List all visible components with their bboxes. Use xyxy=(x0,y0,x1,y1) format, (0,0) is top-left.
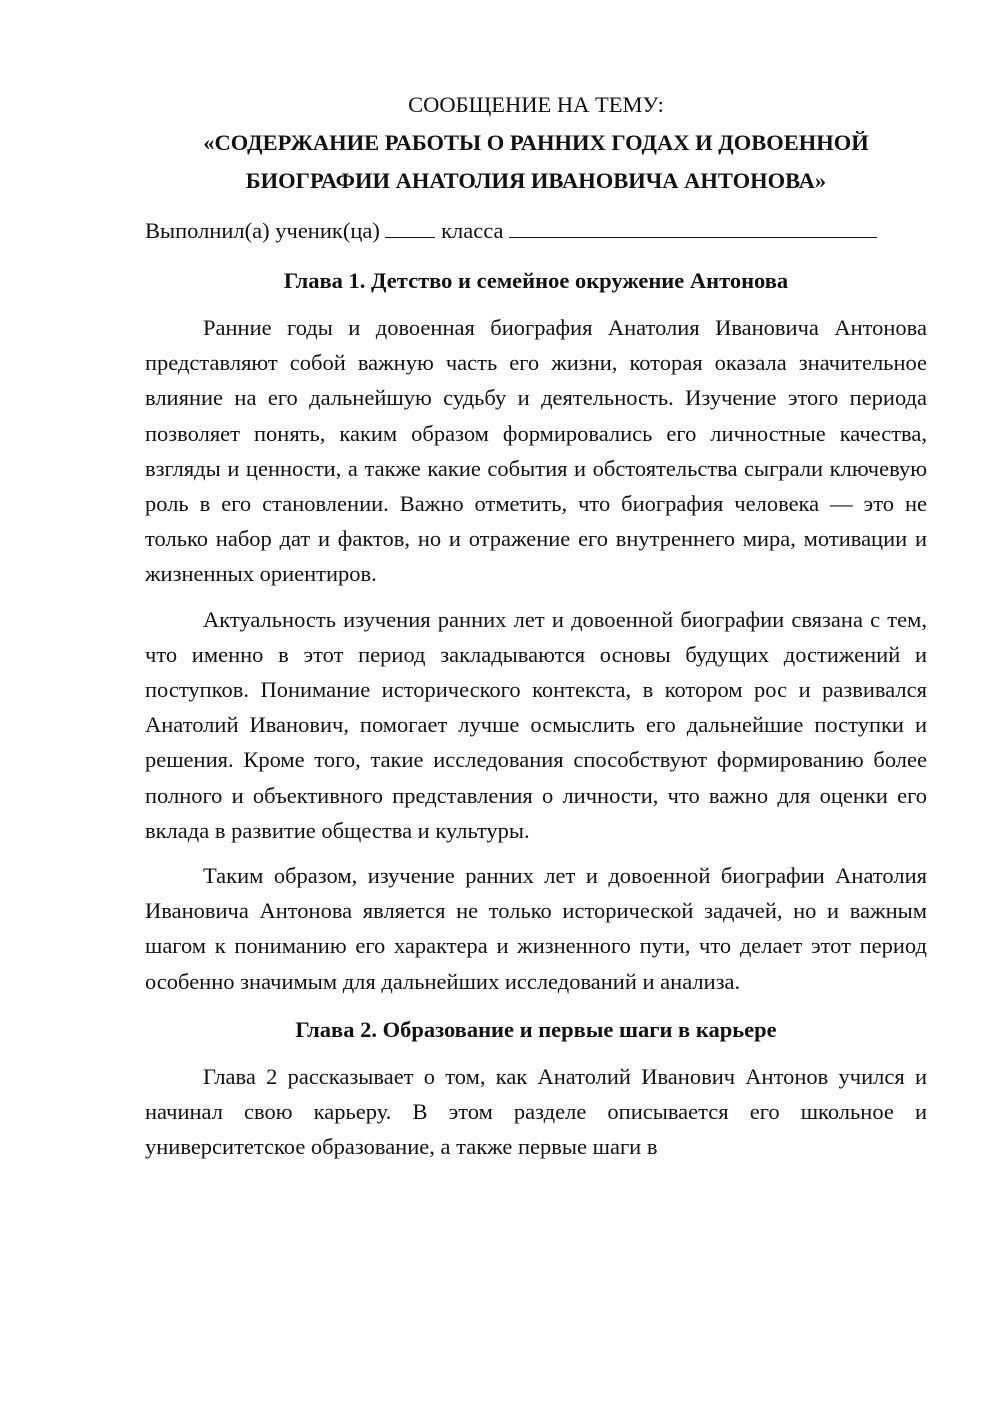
student-name-blank xyxy=(509,215,877,238)
chapter-2-paragraph-1: Глава 2 рассказывает о том, как Анатолий Иванович Антонов учился и начинал свою карьеру. В этом разделе описывается его школьное и университетское образование, а также первые шаги в xyxy=(145,1063,927,1160)
chapter-1-paragraph-3: Таким образом, изучение ранних лет и довоенной биографии Анатолия Ивановича Антонова является не только исторической задачей, но и важным шагом к пониманию его характера и жизненного пути, что делает этот период особенно значимым для дальнейших исследований и анализа. xyxy=(145,863,927,994)
document-title xyxy=(145,124,927,200)
chapter-1-paragraph-2: Актуальность изучения ранних лет и довоенной биографии связана с тем, что именно в этот период закладываются основы будущих достижений и поступков. Понимание исторического контекста, в котором рос и развивался Анатолий Иванович, помогает лучше осмыслить его дальнейшие поступки и решения. Кроме того, такие исследования способствуют формированию более полного и объективного представления о личности, что важно для оценки его вклада в развитие общества и культуры. xyxy=(145,606,927,843)
chapter-1-heading: Глава 1. Детство и семейное окружение Антонова xyxy=(283,268,789,293)
chapter-2-heading: Глава 2. Образование и первые шаги в карьере xyxy=(295,1016,777,1042)
class-number-blank xyxy=(385,215,435,238)
document-header: СООБЩЕНИЕ НА ТЕМУ: xyxy=(408,92,664,117)
author-class-label: класса xyxy=(441,218,504,243)
author-prefix: Выполнил(а) ученик(ца) xyxy=(145,218,380,243)
document-page xyxy=(145,86,927,1174)
chapter-1-paragraph-1: Ранние годы и довоенная биография Анатолия Ивановича Антонова представляют собой важную часть его жизни, которая оказала значительное влияние на его дальнейшую судьбу и деятельность. Изучение этого периода позволяет понять, каким образом формировались его личностные качества, взгляды и ценности, а также какие события и обстоятельства сыграли ключевую роль в его становлении. Важно отметить, что биография человека — это не только набор дат и фактов, но и отражение его внутреннего мира, мотивации и жизненных ориентиров. xyxy=(145,315,927,587)
author-line xyxy=(145,212,927,250)
title-line-1: «СОДЕРЖАНИЕ РАБОТЫ О РАННИХ ГОДАХ И ДОВОЕННОЙ xyxy=(203,130,869,155)
title-line-2: БИОГРАФИИ АНАТОЛИЯ ИВАНОВИЧА АНТОНОВА» xyxy=(245,168,827,193)
